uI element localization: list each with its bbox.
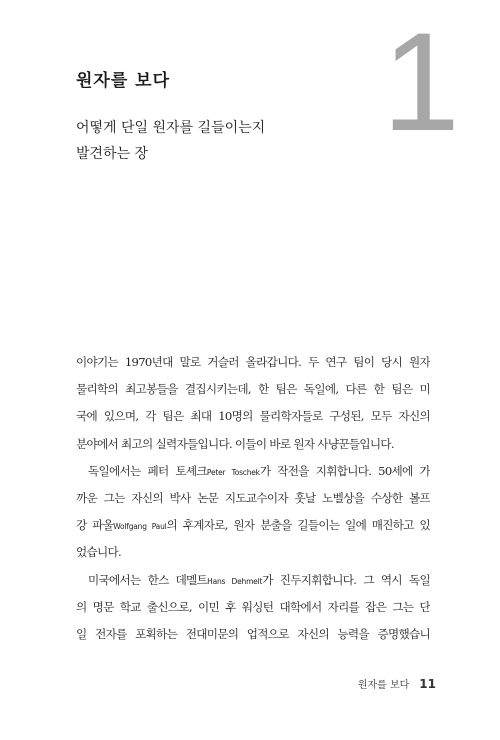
body-line	[76, 567, 430, 594]
body-text-segment: 가 작전을 지휘합니다. 50세에 가	[259, 463, 430, 478]
page-number: 11	[419, 677, 436, 691]
body-line: 국에 있으며, 각 팀은 최대 10명의 물리학자들로 구성된, 모두 자신의	[76, 409, 430, 424]
body-line: 이야기는 1970년대 말로 거슬러 올라갑니다. 두 연구 팀이 당시 원자	[76, 355, 430, 369]
body-line: 일 전자를 포획하는 전대미문의 업적으로 자신의 능력을 증명했습니	[76, 626, 430, 641]
original-name: Wolfgang Paul	[113, 522, 167, 532]
body-text-segment: 의 후계자로, 원자 분출을 길들이는 일에 매진하고 있	[166, 518, 430, 533]
page-footer	[358, 676, 436, 691]
body-line: 었습니다.	[76, 545, 121, 560]
body-line	[76, 512, 430, 539]
body-line: 까운 그는 자신의 박사 논문 지도교수이자 훗날 노벨상을 수상한 볼프	[76, 490, 430, 505]
chapter-title: 원자를 보다	[76, 71, 171, 91]
running-title: 원자를 보다	[357, 680, 410, 691]
body-text-segment: 미국에서는 한스 데멜트	[88, 572, 208, 587]
chapter-subtitle-line: 어떻게 단일 원자를 길들이는지	[76, 120, 266, 136]
body-line: 의 명문 학교 출신으로, 이민 후 워싱턴 대학에서 자리를 잡은 그는 단	[76, 599, 430, 614]
original-name: Hans Dehmelt	[207, 576, 263, 586]
chapter-subtitle-line: 발견하는 장	[76, 146, 149, 162]
body-text-segment: 독일에서는 페터 토셰크	[88, 463, 207, 478]
original-name: Peter Toschek	[206, 467, 260, 477]
chapter-subtitle	[76, 115, 265, 167]
body-text	[76, 349, 430, 648]
body-line: 물리학의 최고봉들을 결집시키는데, 한 팀은 독일에, 다른 한 팀은 미	[76, 382, 430, 397]
body-text-segment: 강 파울	[76, 518, 114, 533]
body-text-segment: 가 진두지휘합니다. 그 역시 독일	[262, 572, 430, 587]
chapter-number: 1	[382, 3, 456, 160]
body-line	[76, 458, 430, 485]
body-line: 분야에서 최고의 실력자들입니다. 이들이 바로 원자 사냥꾼들입니다.	[76, 436, 394, 451]
